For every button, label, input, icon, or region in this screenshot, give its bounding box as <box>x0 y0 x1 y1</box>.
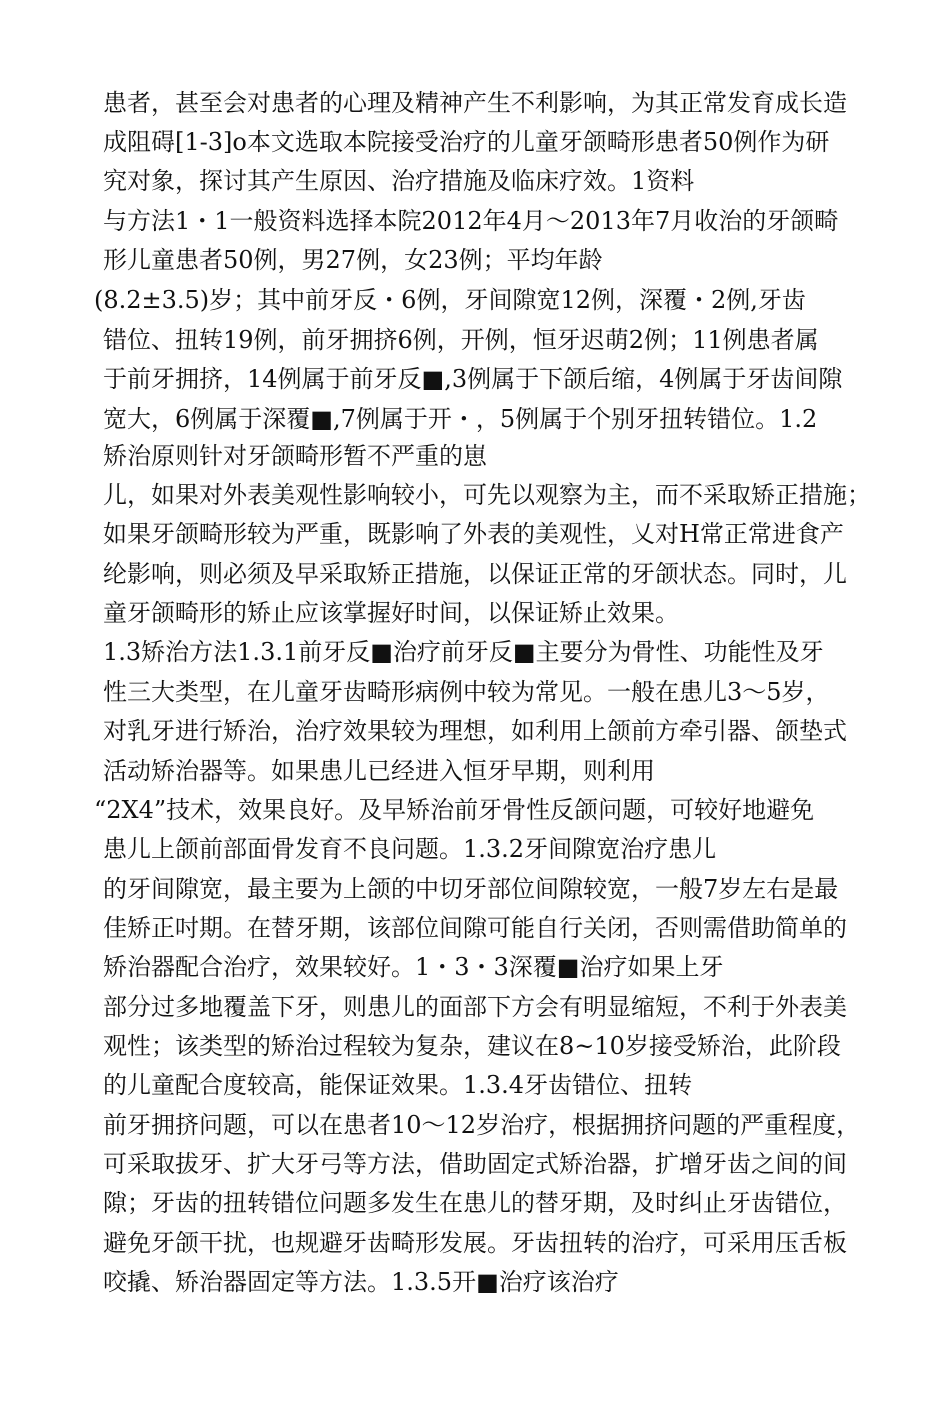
text-line: 于前牙拥挤，14例属于前牙反■,3例属于下颌后缩，4例属于牙齿间隙 <box>103 365 843 393</box>
text-line: 观性；该类型的矫治过程较为复杂，建议在8~10岁接受矫治，此阶段 <box>103 1032 841 1060</box>
text-line: 佳矫正吋期。在替牙期，该部位间隙可能自行关闭，否则需借助简单的 <box>103 914 847 942</box>
text-line: 童牙颌畸形的矫止应该掌握好时间，以保证矫止效果。 <box>103 599 679 627</box>
text-line: 的牙间隙宽，最主要为上颌的中切牙部位间隙较宽，一般7岁左右是最 <box>103 875 839 903</box>
text-line: 如果牙颌畸形较为严重，既影响了外表的美观性，乂对H常正常进食产 <box>103 520 844 548</box>
text-line: 形儿童患者50例，男27例，女23例；平均年龄 <box>103 246 603 274</box>
text-line: 纶影响，则必须及早采取矫正措施，以保证正常的牙颌状态。同时，儿 <box>103 560 847 588</box>
text-line: 咬撬、矫治器固定等方法。1.3.5开■治疗该治疗 <box>103 1268 619 1296</box>
text-line: 成阻碍[1-3]o本文选取本院接受治疗的儿童牙颌畸形患者50例作为研 <box>103 128 830 156</box>
text-line: 儿，如果对外表美观性影响较小，可先以观察为主，而不采取矫正措施； <box>103 481 871 509</box>
text-line: 宽大，6例属于深覆■,7例属于开・，5例属于个别牙扭转错位。1.2 <box>103 405 818 433</box>
text-line: 对乳牙进行矫治，治疗效果较为理想，如利用上颌前方牵引器、颌垫式 <box>103 717 847 745</box>
text-line: 前牙拥挤问题，可以在患者10〜12岁治疗，根据拥挤问题的严重程度， <box>103 1111 861 1139</box>
text-line: 1.3矫治方法1.3.1前牙反■治疗前牙反■主要分为骨性、功能性及牙 <box>103 638 824 666</box>
text-line: 隙；牙齿的扭转错位问题多发生在患儿的替牙期，及时纠止牙齿错位， <box>103 1189 847 1217</box>
text-line: 与方法1・1一般资料选择本院2012年4月〜2013年7月收治的牙颌畸 <box>103 207 839 235</box>
text-line: 活动矫治器等。如果患儿已经进入恒牙早期，则利用 <box>103 757 655 785</box>
text-line: 错位、扭转19例，前牙拥挤6例，开例，恒牙迟萌2例；11例患者属 <box>103 326 819 354</box>
text-line: “2X4”技术，效果良好。及早矫治前牙骨性反颌问题，可较好地避免 <box>94 796 815 824</box>
text-line: 性三大类型，在儿童牙齿畸形病例中较为常见。一般在患儿3〜5岁， <box>103 678 830 706</box>
text-line: 可采取拔牙、扩大牙弓等方法，借助固定式矫治器，扩增牙齿之间的间 <box>103 1150 847 1178</box>
text-line: 究对象，探讨其产生原因、治疗措施及临床疗效。1资料 <box>103 167 695 195</box>
text-line: 的儿童配合度较高，能保证效果。1.3.4牙齿错位、扭转 <box>103 1071 693 1099</box>
text-line: 患儿上颌前部面骨发育不良问题。1.3.2牙间隙宽治疗患儿 <box>103 835 717 863</box>
text-line: (8.2±3.5)岁；其中前牙反・6例，牙间隙宽12例，深覆・2例,牙齿 <box>94 286 806 314</box>
text-line: 矫治原则针对牙颌畸形暂不严重的崽 <box>103 442 487 470</box>
text-line: 矫治器配合治疗，效果较好。1・3・3深覆■治疗如果上牙 <box>103 953 724 981</box>
text-line: 部分过多地覆盖下牙，则患儿的面部下方会有明显缩短，不利于外表美 <box>103 993 847 1021</box>
text-line: 患者，甚至会对患者的心理及精神产生不利影响，为其正常发育成长造 <box>103 89 847 117</box>
text-line: 避免牙颌干扰，也规避牙齿畸形发展。牙齿扭转的治疗，可采用压舌板 <box>103 1229 847 1257</box>
